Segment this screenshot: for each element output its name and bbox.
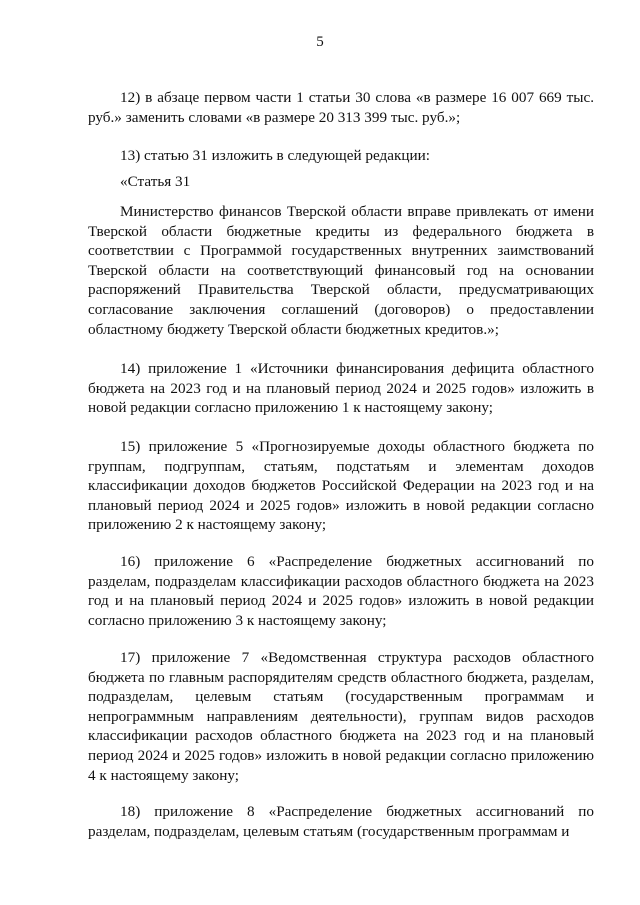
paragraph-item-12 — [88, 88, 594, 127]
paragraph-text: 18) приложение 8 «Распределение бюджетных ассигнований по разделам, подразделам, целевым статьям (государственным программам и — [88, 803, 594, 840]
paragraph-text: 16) приложение 6 «Распределение бюджетных ассигнований по разделам, подразделам классификации расходов областного бюджета на 2023 год и на плановый период 2024 и 2025 годов» изложить в новой редакции согласно приложению 3 к настоящему закону; — [88, 553, 594, 629]
article-heading-text: «Статья 31 — [120, 173, 191, 190]
paragraph-text: 14) приложение 1 «Источники финансирования дефицита областного бюджета на 2023 год и на плановый период 2024 и 2025 годов» изложить в новой редакции согласно приложению 1 к настоящему закону; — [88, 360, 594, 417]
paragraph-text: 12) в абзаце первом части 1 статьи 30 слова «в размере 16 007 669 тыс. руб.» заменить словами «в размере 20 313 399 тыс. руб.»; — [88, 89, 594, 126]
article-heading — [88, 172, 594, 192]
paragraph-text: 17) приложение 7 «Ведомственная структура расходов областного бюджета по главным распорядителям средств областного бюджета, разделам, подразделам, целевым статьям (государственным программам и непрограммным направлениям деятельности), группам видов расходов классификации расходов областного бюджета на 2023 год и на плановый период 2024 и 2025 годов» изложить в новой редакции согласно приложению 4 к настоящему закону; — [88, 649, 594, 784]
paragraph-item-13 — [88, 146, 594, 166]
paragraph-item-18 — [88, 802, 594, 841]
paragraph-item-17 — [88, 648, 594, 785]
paragraph-item-15 — [88, 437, 594, 535]
paragraph-item-16 — [88, 552, 594, 630]
paragraph-item-14 — [88, 359, 594, 418]
article-body — [88, 202, 594, 339]
paragraph-text: 13) статью 31 изложить в следующей редакции: — [120, 147, 430, 164]
paragraph-text: 15) приложение 5 «Прогнозируемые доходы областного бюджета по группам, подгруппам, статьям, подстатьям и элементам доходов классификации доходов бюджетов Российской Федерации на 2023 год и на плановый период 2024 и 2025 годов» изложить в новой редакции согласно приложению 2 к настоящему закону; — [88, 438, 594, 534]
page-number: 5 — [316, 34, 324, 50]
paragraph-text: Министерство финансов Тверской области вправе привлекать от имени Тверской области бюджетные кредиты из федерального бюджета в соответствии с Программой государственных внутренних заимствований Тверской области на соответствующий финансовый год на основании распоряжений Правительства Тверской области, предусматривающих согласование заключения соглашений (договоров) о предоставлении областному бюджету Тверской области бюджетных кредитов.»; — [88, 203, 594, 338]
